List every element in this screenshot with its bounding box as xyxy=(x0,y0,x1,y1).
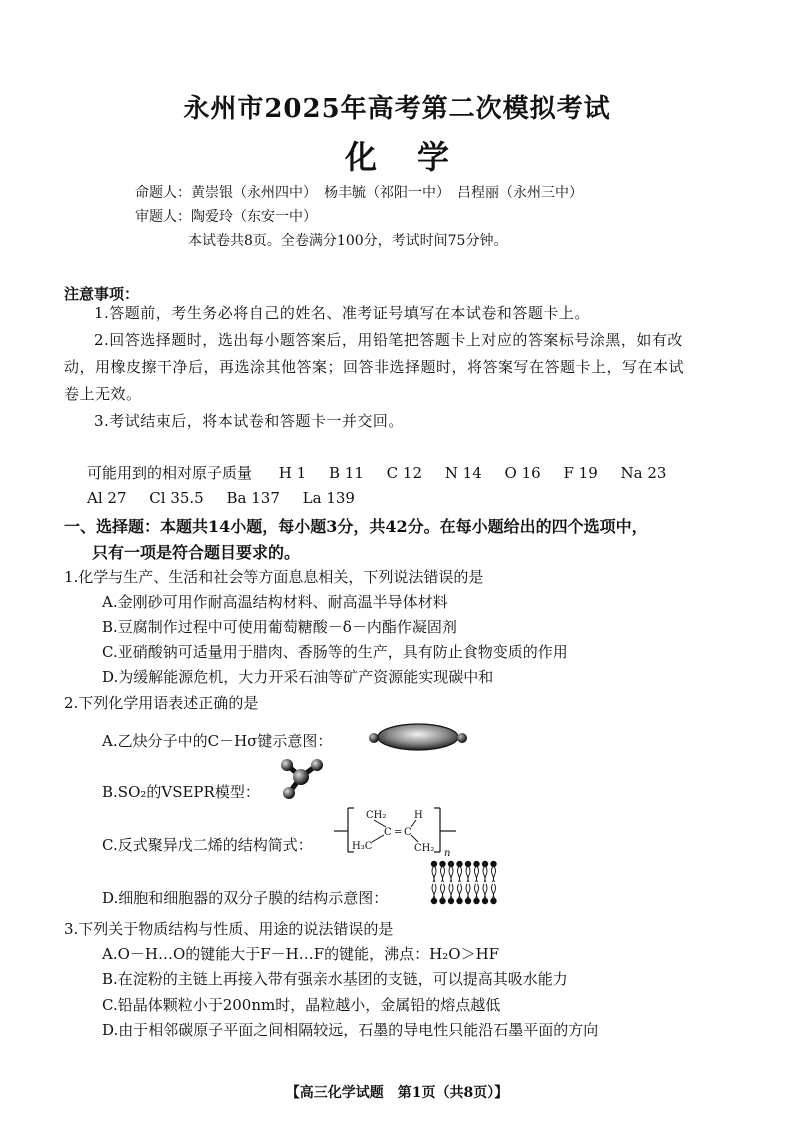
formula-ch2-top: CH₂ xyxy=(366,810,387,821)
lipid-head xyxy=(456,898,462,904)
formula-h: H xyxy=(414,810,423,821)
mass-n: N 14 xyxy=(444,464,482,482)
lipid-head xyxy=(439,861,445,867)
lipid-tail xyxy=(475,884,479,898)
formula-c2: C xyxy=(404,827,412,838)
lipid-head xyxy=(482,898,488,904)
exam-title: 永州市2025年高考第二次模拟考试 xyxy=(183,94,611,124)
question-2-option-a: A.乙炔分子中的C－Hσ键示意图： xyxy=(102,732,333,750)
mass-cl: Cl 35.5 xyxy=(149,489,204,507)
mass-c: C 12 xyxy=(386,464,422,482)
question-1-option-c: C.亚硝酸钠可适量用于腊肉、香肠等的生产，具有防止食物变质的作用 xyxy=(102,643,568,661)
lipid-tail xyxy=(492,867,496,882)
question-2-stem: 2.下列化学用语表述正确的是 xyxy=(64,694,259,712)
lipid-head xyxy=(490,898,496,904)
lipid-head xyxy=(473,861,479,867)
formula-eq: = xyxy=(394,827,403,838)
lipid-tail xyxy=(449,884,453,898)
mass-ba: Ba 137 xyxy=(226,489,280,507)
atomic-mass-line-2 xyxy=(87,489,373,507)
lipid-tail xyxy=(466,884,470,898)
section-heading-2: 只有一项是符合题目要求的。 xyxy=(92,543,301,562)
formula-h3c: H₃C xyxy=(352,841,373,852)
lipid-head xyxy=(465,861,471,867)
lipid-tail xyxy=(432,884,436,898)
mass-f: F 19 xyxy=(563,464,598,482)
mass-la: La 139 xyxy=(302,489,355,507)
section-heading-1: 一、选择题：本题共14小题，每小题3分，共42分。在每小题给出的四个选项中， xyxy=(64,517,648,536)
page-footer: 【高三化学试题 第1页（共8页）】 xyxy=(285,1085,509,1101)
so2-vsepr-model xyxy=(279,755,325,801)
question-3-option-b: B.在淀粉的主链上再接入带有强亲水基团的支链，可以提高其吸水能力 xyxy=(102,970,568,988)
lipid-head xyxy=(456,861,462,867)
lipid-head xyxy=(448,861,454,867)
question-2-option-c: C.反式聚异戊二烯的结构简式： xyxy=(102,836,313,854)
lipid-head xyxy=(431,861,437,867)
lipid-tail xyxy=(466,867,470,882)
formula-c1: C xyxy=(384,827,392,838)
lipid-tail xyxy=(449,867,453,882)
question-3-option-d: D.由于相邻碳原子平面之间相隔较远，石墨的导电性只能沿石墨平面的方向 xyxy=(102,1021,599,1039)
atomic-mass-line-1 xyxy=(87,462,684,483)
question-1-option-a: A.金刚砂可用作耐高温结构材料、耐高温半导体材料 xyxy=(102,593,448,611)
lipid-tail xyxy=(475,867,479,882)
question-2-option-d: D.细胞和细胞器的双分子膜的结构示意图： xyxy=(102,889,389,907)
formula-n: n xyxy=(444,848,451,859)
lipid-head xyxy=(448,898,454,904)
notice-item-1: 1.答题前，考生务必将自己的姓名、准考证号填写在本试卷和答题卡上。 xyxy=(94,304,590,322)
sigma-bond-diagram xyxy=(368,722,468,752)
question-1-option-d: D.为缓解能源危机，大力开采石油等矿产资源能实现碳中和 xyxy=(102,668,494,686)
polyisoprene-structure xyxy=(334,804,464,860)
mass-b: B 11 xyxy=(328,464,364,482)
lipid-tail xyxy=(483,884,487,898)
lipid-tail xyxy=(432,867,436,882)
lipid-tail xyxy=(458,884,462,898)
lipid-head xyxy=(465,898,471,904)
question-2-option-b: B.SO₂的VSEPR模型： xyxy=(102,783,260,801)
reviewer-line: 审题人：陶爱玲（东安一中） xyxy=(135,209,317,225)
question-1-stem: 1.化学与生产、生活和社会等方面息息相关，下列说法错误的是 xyxy=(64,568,484,586)
lipid-tail xyxy=(441,867,445,882)
exam-info: 本试卷共8页。全卷满分100分，考试时间75分钟。 xyxy=(188,233,508,249)
question-3-option-c: C.铅晶体颗粒小于200nm时，晶粒越小，金属铅的熔点越低 xyxy=(102,996,501,1014)
formula-ch2-bottom: CH₂ xyxy=(414,843,435,854)
lipid-head xyxy=(439,898,445,904)
question-3-option-a: A.O－H…O的键能大于F－H…F的键能，沸点：H₂O＞HF xyxy=(102,945,500,963)
notice-item-2: 2.回答选择题时，选出每小题答案后，用铅笔把答题卡上对应的答案标号涂黑，如有改动，用橡皮擦干净后，再选涂其他答案；回答非选择题时，将答案写在答题卡上，写在本试卷上无效。 xyxy=(64,331,685,403)
subject-title: 化学 xyxy=(344,138,489,176)
mass-o: O 16 xyxy=(504,464,541,482)
lipid-tail xyxy=(492,884,496,898)
question-3-stem: 3.下列关于物质结构与性质、用途的说法错误的是 xyxy=(64,920,394,938)
notice-item-3: 3.考试结束后，将本试卷和答题卡一并交回。 xyxy=(94,412,404,430)
notice-heading: 注意事项： xyxy=(64,285,140,303)
lipid-head xyxy=(431,898,437,904)
lipid-tail xyxy=(458,867,462,882)
mass-h: H 1 xyxy=(278,464,307,482)
lipid-head xyxy=(482,861,488,867)
mass-al: Al 27 xyxy=(87,489,127,507)
atomic-mass-label: 可能用到的相对原子质量 xyxy=(87,464,253,482)
bilayer-membrane-diagram xyxy=(430,860,500,906)
mass-na: Na 23 xyxy=(620,464,667,482)
lipid-tail xyxy=(441,884,445,898)
lipid-head xyxy=(473,898,479,904)
lipid-tail xyxy=(483,867,487,882)
lipid-head xyxy=(490,861,496,867)
question-1-option-b: B.豆腐制作过程中可使用葡萄糖酸－δ－内酯作凝固剂 xyxy=(102,618,457,636)
authors-line: 命题人：黄崇银（永州四中） 杨丰毓（祁阳一中） 吕程丽（永州三中） xyxy=(135,185,583,201)
